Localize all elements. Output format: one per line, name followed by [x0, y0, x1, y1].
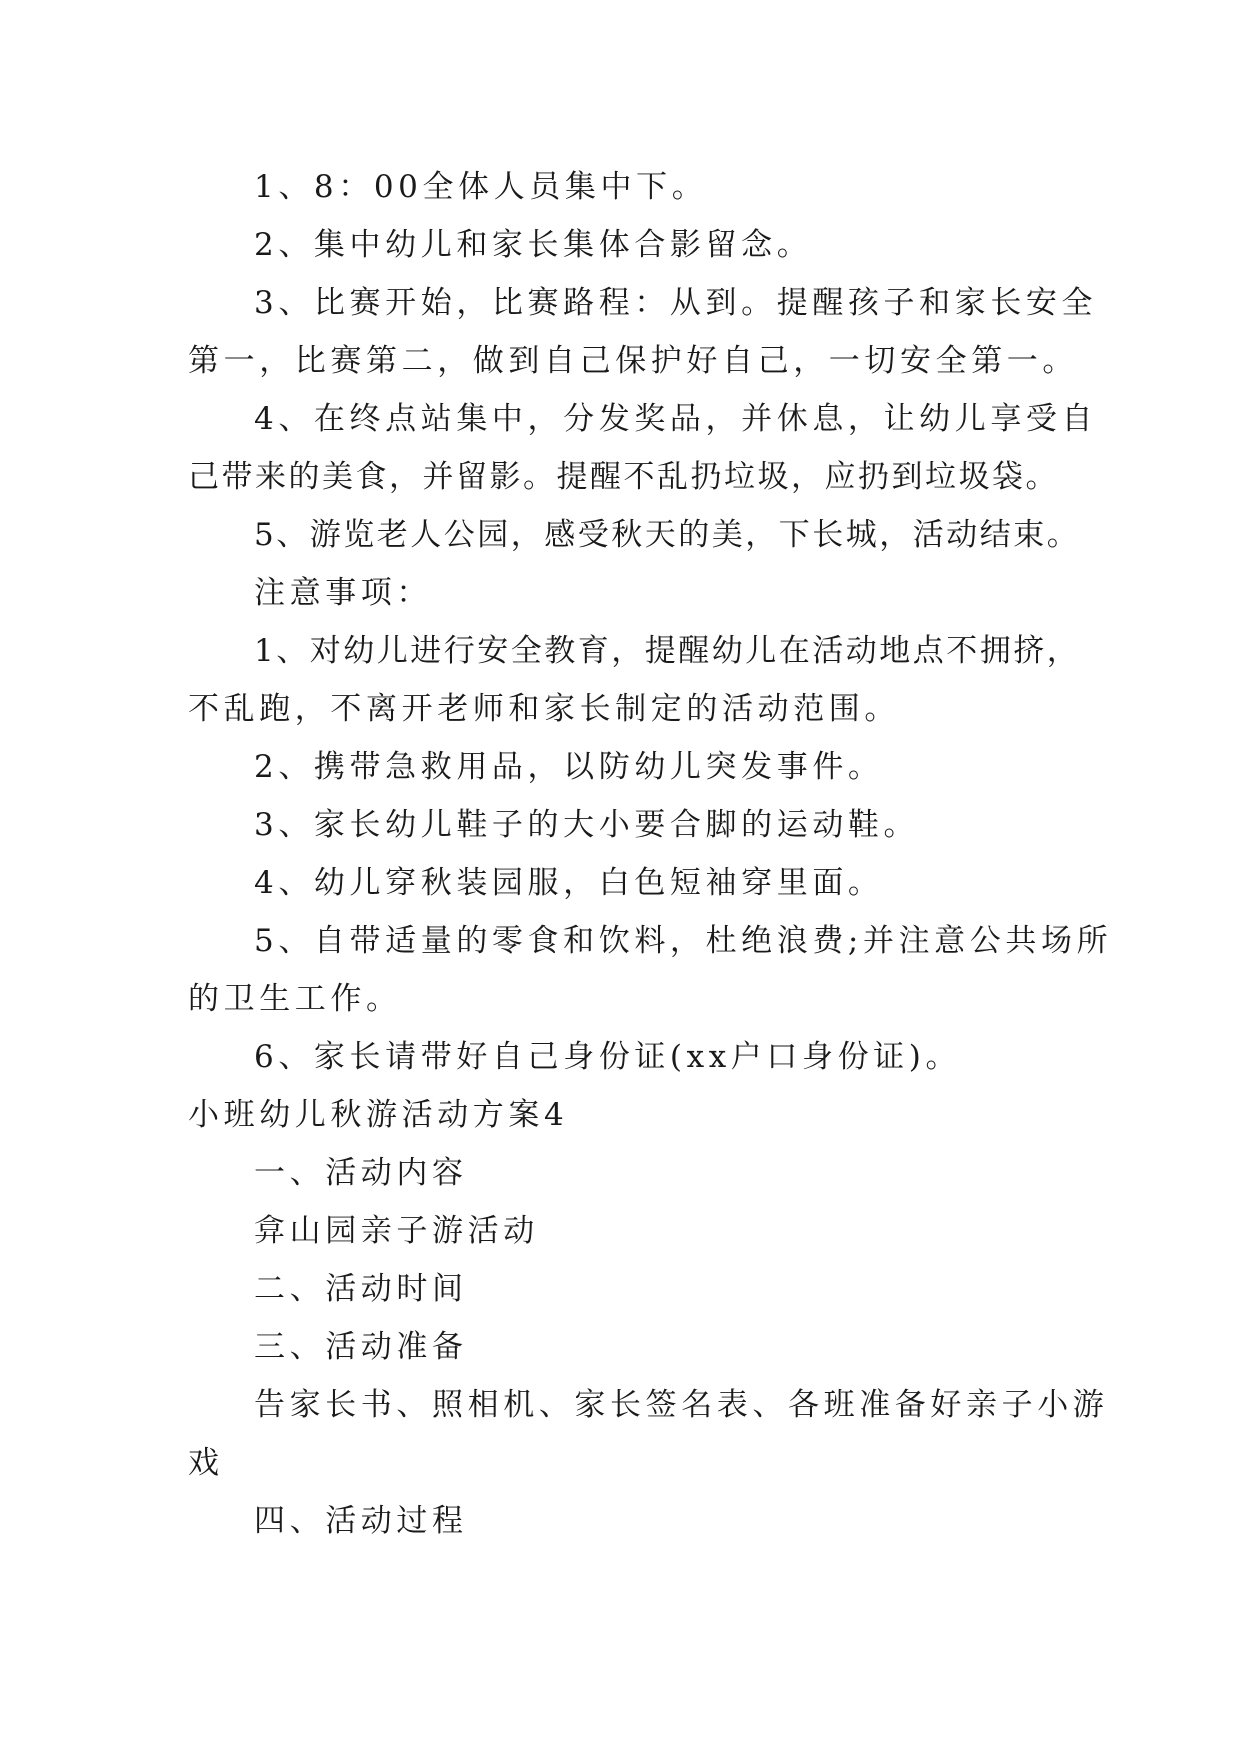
- activity-process-heading: 四、活动过程: [254, 1503, 468, 1539]
- document-body: [188, 158, 1113, 1550]
- schedule-item-4: 4、在终点站集中，分发奖品，并休息，让幼儿享受自: [254, 401, 1098, 437]
- activity-content-heading: 一、活动内容: [254, 1155, 468, 1191]
- schedule-item-5: 5、游览老人公园，感受秋天的美，下长城，活动结束。: [254, 517, 1081, 553]
- activity-preparation-text-continued: 戏: [188, 1445, 224, 1481]
- activity-content-text: 弇山园亲子游活动: [254, 1213, 539, 1249]
- schedule-item-2: 2、集中幼儿和家长集体合影留念。: [254, 227, 813, 263]
- activity-time-heading: 二、活动时间: [254, 1271, 468, 1307]
- activity-preparation-text: 告家长书、照相机、家长签名表、各班准备好亲子小游: [254, 1387, 1109, 1423]
- note-item-1: 1、对幼儿进行安全教育，提醒幼儿在活动地点不拥挤，: [254, 633, 1081, 669]
- note-item-5: 5、自带适量的零食和饮料，杜绝浪费;并注意公共场所: [254, 923, 1113, 959]
- schedule-item-3: 3、比赛开始，比赛路程：从到。提醒孩子和家长安全: [254, 285, 1098, 321]
- note-item-6: 6、家长请带好自己身份证(xx户口身份证)。: [254, 1039, 962, 1075]
- note-item-4: 4、幼儿穿秋装园服，白色短袖穿里面。: [254, 865, 884, 901]
- schedule-item-4-continued: 己带来的美食，并留影。提醒不乱扔垃圾，应扔到垃圾袋。: [188, 459, 1059, 495]
- note-item-2: 2、携带急救用品，以防幼儿突发事件。: [254, 749, 884, 785]
- note-item-5-continued: 的卫生工作。: [188, 981, 402, 1017]
- note-item-1-continued: 不乱跑，不离开老师和家长制定的活动范围。: [188, 691, 900, 727]
- activity-preparation-heading: 三、活动准备: [254, 1329, 468, 1365]
- notes-heading: 注意事项：: [254, 575, 432, 611]
- schedule-item-3-continued: 第一，比赛第二，做到自己保护好自己，一切安全第一。: [188, 343, 1078, 379]
- schedule-item-1: 1、8：00全体人员集中下。: [254, 169, 708, 205]
- section-title: 小班幼儿秋游活动方案4: [188, 1097, 569, 1133]
- note-item-3: 3、家长幼儿鞋子的大小要合脚的运动鞋。: [254, 807, 920, 843]
